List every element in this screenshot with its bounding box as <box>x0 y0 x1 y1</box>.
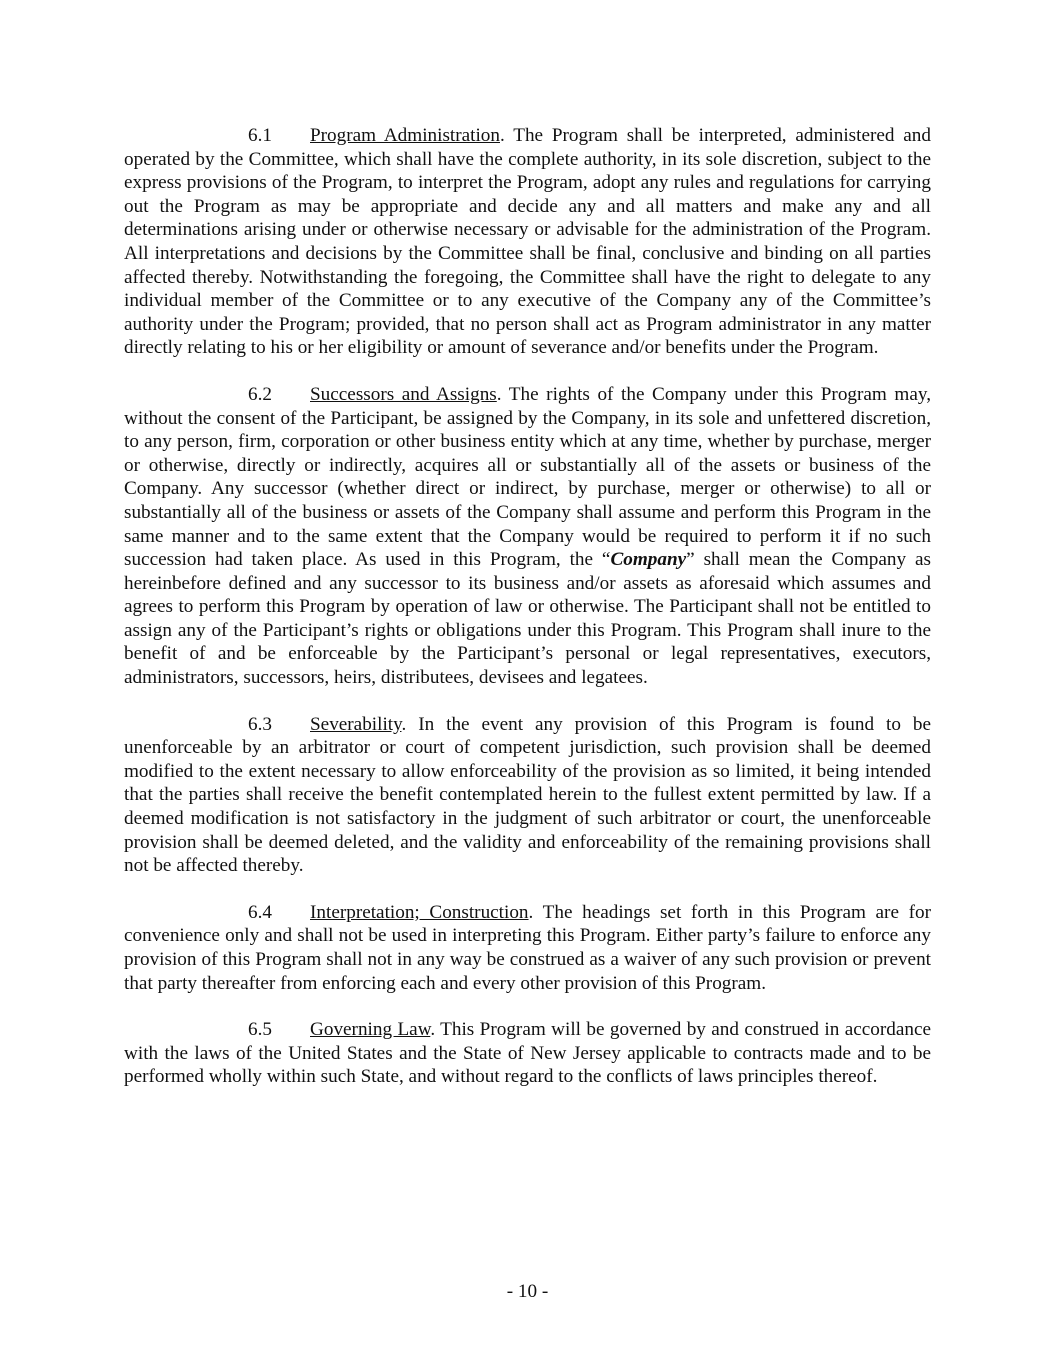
defined-term: Company <box>610 549 687 571</box>
section-6-3 <box>124 713 931 878</box>
section-body: . This Program will be governed by and construed in accordance with the laws of the United States and the State of New Jersey applicable to contracts made and to be performed wholly within such State, and without regard to the conflicts of laws principles thereof. <box>124 1019 931 1088</box>
section-number: 6.1 <box>248 125 272 146</box>
section-number: 6.4 <box>248 901 272 923</box>
section-heading: Governing Law <box>310 1019 431 1041</box>
section-number: 6.3 <box>248 713 272 735</box>
section-body: . The Program shall be interpreted, administered and operated by the Committee, which shall have the complete authority, in its sole discretion, subject to the express provisions of the Program, to interpret the Program, adopt any rules and regulations for carrying out the Program as may be appropriate and decide any and all matters and make any and all determinations arising under or otherwise necessary or advisable for the administration of the Program. All interpretations and decisions by the Committee shall be final, conclusive and binding on all parties affected thereby. Notwithstanding the foregoing, the Committee shall have the right to delegate to any individual member of the Committee or to any executive of the Company any of the Committee’s authority under the Program; provided, that no person shall act as Program administrator in any matter directly relating to his or her eligibility or amount of severance and/or benefits under the Program. <box>124 125 931 359</box>
section-body: . In the event any provision of this Program is found to be unenforceable by an arbitrator or court of competent jurisdiction, such provision shall be deemed modified to the extent necessary to allow enforceability of the provision as so limited, it being intended that the parties shall receive the benefit contemplated herein to the fullest extent permitted by law. If a deemed modification is not satisfactory in the judgment of such arbitrator or court, the unenforceable provision shall be deemed deleted, and the validity and enforceability of the remaining provisions shall not be affected thereby. <box>124 713 931 877</box>
section-heading: Interpretation; Construction <box>310 901 529 923</box>
section-body: . The headings set forth in this Program are for convenience only and shall not be used in interpreting this Program. Either party’s failure to enforce any provision of this Program shall not in any way be construed as a waiver of any such provision or prevent that party thereafter from enforcing each and every other provision of this Program. <box>124 901 931 994</box>
section-6-1 <box>124 124 931 360</box>
page-number: - 10 - <box>506 1281 549 1302</box>
section-number: 6.5 <box>248 1019 272 1041</box>
section-6-4 <box>124 901 931 995</box>
section-heading: Program Administration <box>310 125 500 146</box>
document-page <box>124 124 931 1112</box>
section-6-5 <box>124 1018 931 1089</box>
section-6-2 <box>124 383 931 690</box>
section-heading: Severability <box>310 713 402 735</box>
section-body-continued: ” shall mean the Company as hereinbefore defined and any successor to its business and/or assets as aforesaid which assumes and agrees to perform this Program by operation of law or otherwise. The Participant shall not be entitled to assign any of the Participant’s rights or obligations under this Program. This Program shall inure to the benefit of and be enforceable by the Participant’s personal or legal representatives, executors, administrators, successors, heirs, distributees, devisees and legatees. <box>124 549 931 689</box>
section-body: . The rights of the Company under this Program may, without the consent of the Participant, be assigned by the Company, in its sole and unfettered discretion, to any person, firm, corporation or other business entity which at any time, whether by purchase, merger or otherwise, directly or indirectly, acquires all or substantially all of the assets or business of the Company. Any successor (whether direct or indirect, by purchase, merger or otherwise) to all or substantially all of the business or assets of the Company shall assume and perform this Program in the same manner and to the same extent that the Company would be required to perform it if no such succession had taken place. As used in this Program, the “ <box>124 383 931 571</box>
section-heading: Successors and Assigns <box>310 383 497 405</box>
section-number: 6.2 <box>248 383 272 405</box>
